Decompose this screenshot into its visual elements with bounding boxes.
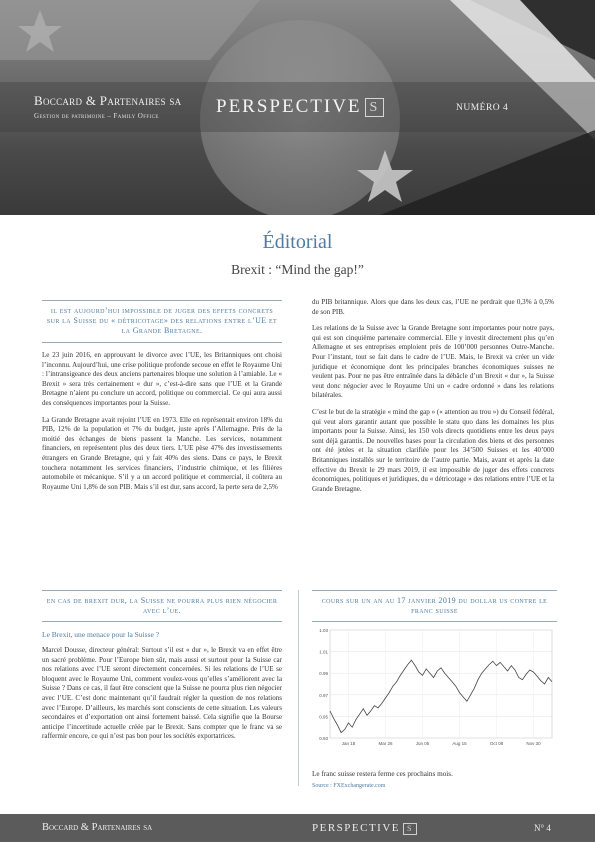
- editorial-subtitle: Brexit : “Mind the gap!”: [231, 262, 364, 277]
- box1-bottom-rule: [42, 342, 282, 343]
- y-tick-label: 1.03: [319, 628, 328, 633]
- chart-caption: Le franc suisse restera ferme ces prochains mois.: [312, 770, 453, 778]
- publication-title: [216, 96, 384, 118]
- box3-title: cours sur un an au 17 janvier 2019 du dollar us contre le franc suisse: [321, 596, 548, 615]
- brand-name: Boccard & Partenaires sa: [34, 93, 182, 108]
- y-tick-label: 0.99: [319, 671, 328, 677]
- box1-paragraph: Le 23 juin 2016, en approuvant le divorce avec l’UE, les Britanniques ont choisi l’inconnu. Aujourd’hui, une crise politique profonde secoue en effet le Royaume Uni : l’intransigeance des deux anciens partenaires bloque une solution à l’amiable. Le « Brexit » sera très certainement « dur », c’est-à-dire sans que l’UE et la Grande Bretagne n’aient pu conclure un accord, politique ou commercial. Ce qui aura aussi des conséquences importantes pour la Suisse.: [42, 351, 282, 407]
- box1-top-rule: [42, 300, 282, 301]
- interview-answer: Marcel Dousse, directeur général: Surtout s’il est « dur », le Brexit va en effet être un sacré problème. Pour l’Europe bien sûr, mais aussi et surtout pour la Suisse car nos relations avec l’UE seront directement concernées. Si les relations de l’UE se bloquent avec le Royaume Uni, comment voulez-vous qu’elles s’améliorent avec la Suisse ? Dans ce cas, il faut être conscient que la Suisse ne pourra plus rien négocier avec l’UE. C’est donc maintenant qu’il faudrait régler la question de nos relations avec l’Europe. D’ailleurs, les marchés sont conscients de cette situation. Les valeurs secondaires et d’exportation ont ainsi fortement baissé. Cela signifie que la Bourse anticipe l’incertitude actuelle créée par le Brexit. Sans compter que le franc va se raffermir encore, ce qui n’est pas bon pour les sociétés exportatrices.: [42, 646, 282, 741]
- footer-issue-number: N° 4: [534, 823, 551, 833]
- column2-text: [312, 298, 554, 501]
- box2-bottom-rule: [42, 621, 282, 622]
- perspective-word: PERSPECTIVE: [216, 96, 362, 117]
- x-tick-label: Nov 30: [526, 741, 541, 746]
- box3-top-rule: [312, 590, 557, 591]
- column2-paragraph: du PIB britannique. Alors que dans les deux cas, l’UE ne perdrait que 0,3% à 0,5% de son PIB.: [312, 298, 554, 316]
- box2-title: en cas de brexit dur, la Suisse ne pourra plus rien négocier avec l’ue.: [46, 596, 278, 615]
- x-tick-label: Jun 05: [415, 741, 430, 746]
- x-tick-label: Jan 18: [341, 741, 356, 746]
- box2-top-rule: [42, 590, 282, 591]
- y-tick-label: 1.01: [319, 649, 328, 655]
- header-banner: [0, 0, 595, 215]
- footer-publication: [312, 822, 417, 835]
- y-tick-label: 0.93: [319, 736, 328, 741]
- brand-tagline: Gestion de patrimoine – Family Office: [34, 112, 159, 120]
- y-tick-label: 0.95: [319, 714, 328, 720]
- footer-bar: [0, 814, 595, 842]
- footer-perspective-s-logo: S: [403, 823, 417, 835]
- chart-svg: [310, 622, 557, 752]
- column2-paragraph: Les relations de la Suisse avec la Grande Bretagne sont importantes pour notre pays, qui est son cinquième partenaire commercial. Elle y investit directement plus qu’en Allemagne et ses entreprises emploient près de 100’000 personnes Outre-Manche. Pour l’instant, tout se fait dans le cadre de l’UE. Mais, le Brexit va créer un vide juridique et économique dont les principales branches économiques suisses ne veulent pas. Pour ne pas être entraînée dans la débâcle d’un Brexit « dur », la Suisse veut donc négocier avec le Royaume Uni un « cadre ordonné » dans les relations bilatérales.: [312, 324, 554, 400]
- box1-paragraph: La Grande Bretagne avait rejoint l’UE en 1973. Elle en représentait environ 18% du PIB, 12% de la population et 7% du budget, juste après l’Allemagne. Près de la moitié des échanges de biens passent la Manche. Les services, notamment financiers, en représentent plus des deux tiers. L’UE pèse 47% des investissements étrangers en Grande Bretagne, qui y fait 40% des siens. Dans ce pays, le Brexit touchera notamment les services financiers, l’industrie chimique, et les filières automobile et mécanique. S’il y a un accord politique et commercial, il coûtera au Royaume Uni 1,8% de son PIB. Mais s’il est dur, sans accord, la perte sera de 2,5%: [42, 415, 282, 491]
- interview-question: Le Brexit, une menace pour la Suisse ?: [42, 630, 160, 639]
- x-tick-label: Mar 26: [378, 741, 393, 746]
- perspective-s-logo: S: [365, 98, 385, 117]
- box1-title: il est aujourd’hui impossible de juger des effets concrets sur la Suisse du « détricotage» des relations entre l’UE et la Grande Bretagne.: [46, 306, 278, 335]
- footer-brand: Boccard & Partenaires sa: [42, 822, 153, 833]
- y-tick-label: 0.97: [319, 692, 328, 698]
- box1-text: [42, 351, 282, 499]
- column2-paragraph: C’est le but de la stratégie « mind the gap » (« attention au trou ») du Conseil fédéral, qui veut alors garantir autant que possible le statu quo dans les domaines les plus importants pour la Suisse. Ainsi, les 150 vols directs quotidiens entre les deux pays sont déjà garantis. De nouvelles bases pour la circulation des biens et des personnes ont été jetées et la situation clarifiée pour les 34’500 Suisses et les 40’000 Britanniques installés sur le territoire de l’autre partie. Mais, avant et après la date effective du Brexit le 29 mars 2019, il est impossible de juger des effets concrets économiques, politiques et juridiques, du « détricotage » des relations entre l’UE et la Grande Bretagne.: [312, 407, 554, 493]
- plot-area: [330, 630, 552, 738]
- x-tick-label: Oct 08: [489, 741, 504, 746]
- footer-perspective-word: PERSPECTIVE: [312, 822, 401, 834]
- editorial-title: Éditorial: [262, 231, 333, 253]
- column-separator: [298, 590, 299, 786]
- chart-source: Source : FXExchangerate.com: [312, 783, 386, 789]
- x-tick-label: Aug 15: [452, 741, 467, 746]
- issue-number: NUMÉRO 4: [456, 103, 509, 113]
- usd-chf-chart: [310, 622, 557, 752]
